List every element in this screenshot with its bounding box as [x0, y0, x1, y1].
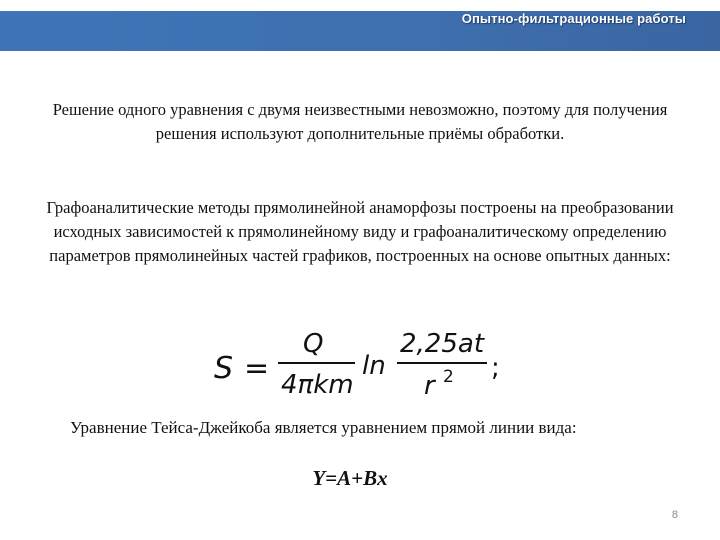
theis-jacob-formula — [0, 318, 720, 413]
formula-equals: = — [244, 351, 270, 386]
ln-operator: ln — [362, 351, 386, 381]
fraction1-numerator: Q — [303, 329, 324, 359]
line-equation: Y=A+Bx — [312, 466, 388, 490]
fraction2-denominator: r — [424, 371, 435, 401]
page-number: 8 — [671, 509, 678, 521]
fraction2-numerator: 2,25at — [400, 329, 485, 359]
fraction2-exponent: 2 — [443, 367, 454, 387]
fraction1-denominator: 4πkm — [281, 370, 354, 400]
formula-lhs: S — [214, 351, 234, 386]
formula-terminator: ; — [491, 353, 500, 383]
slide-title: Опытно-фильтрационные работы — [461, 11, 686, 26]
equation-caption: Уравнение Тейса-Джейкоба является уравнением прямой линии вида: — [70, 418, 577, 437]
paragraph-intro: Решение одного уравнения с двумя неизвестными невозможно, поэтому для получения решения используют дополнительные приёмы обработки. — [52, 100, 668, 143]
formula-svg — [0, 318, 720, 413]
paragraph-methods: Графоаналитические методы прямолинейной анаморфозы построены на преобразовании исходных зависимостей к прямолинейному виду и графоаналитическому определению параметров прямолинейных частей графиков, построенных на основе опытных данных: — [46, 198, 674, 265]
